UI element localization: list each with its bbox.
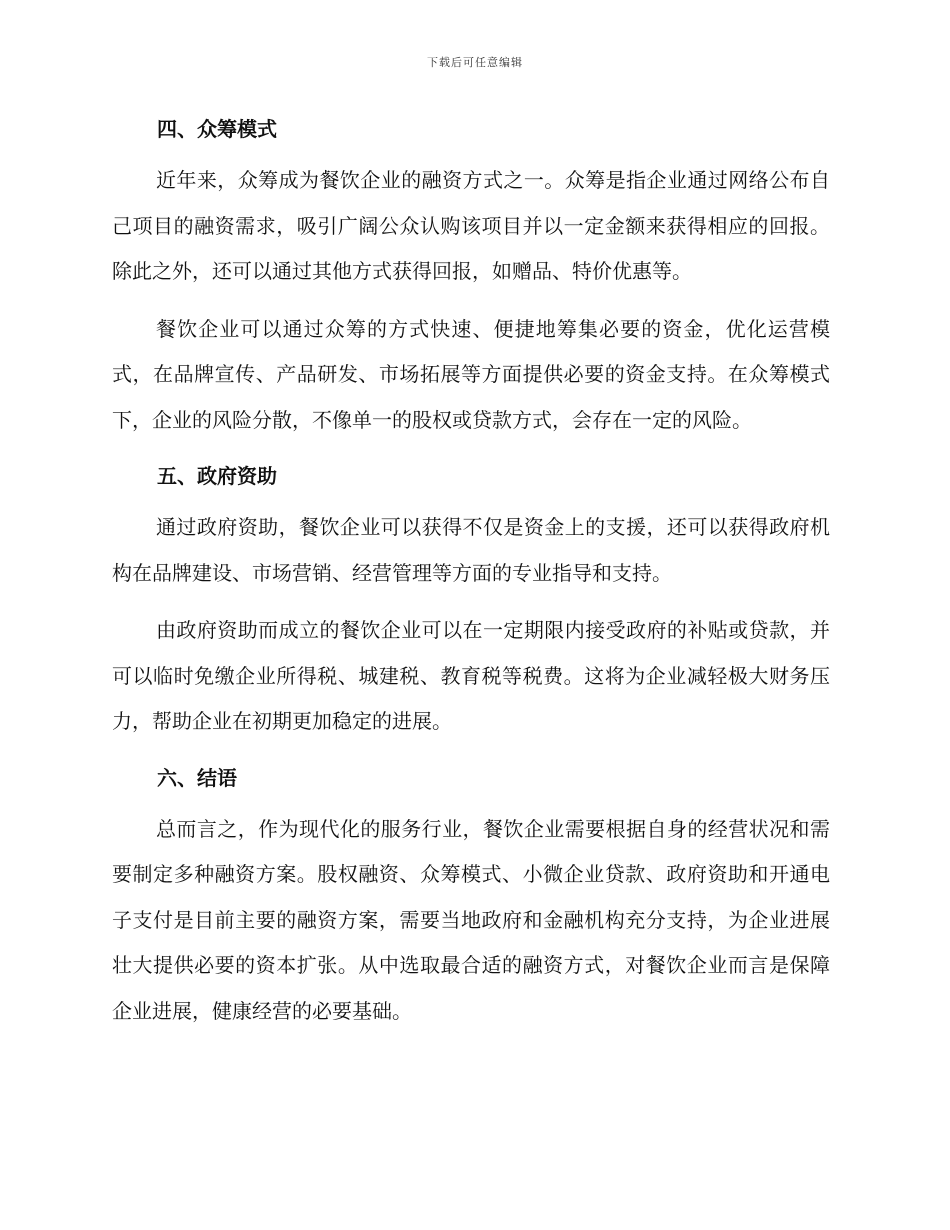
paragraph: 餐饮企业可以通过众筹的方式快速、便捷地筹集必要的资金，优化运营模式，在品牌宣传、产品研发、市场拓展等方面提供必要的资金支持。在众筹模式下，企业的风险分散，不像单一的股权或贷款方式，会存在一定的风险。 bbox=[112, 316, 830, 432]
paragraph: 总而言之，作为现代化的服务行业，餐饮企业需要根据自身的经营状况和需要制定多种融资方案。股权融资、众筹模式、小微企业贷款、政府资助和开通电子支付是目前主要的融资方案，需要当地政府和金融机构充分支持，为企业进展壮大提供必要的资本扩张。从中选取最合适的融资方式，对餐饮企业而言是保障企业进展，健康经营的必要基础。 bbox=[112, 816, 830, 1023]
page-header: 下载后可任意编辑 bbox=[427, 56, 523, 69]
paragraph: 通过政府资助，餐饮企业可以获得不仅是资金上的支援，还可以获得政府机构在品牌建设、市场营销、经营管理等方面的专业指导和支持。 bbox=[112, 515, 830, 585]
section-heading: 五、政府资助 bbox=[157, 464, 277, 488]
paragraph: 近年来，众筹成为餐饮企业的融资方式之一。众筹是指企业通过网络公布自己项目的融资需求，吸引广阔公众认购该项目并以一定金额来获得相应的回报。除此之外，还可以通过其他方式获得回报，如赠品、特价优惠等。 bbox=[112, 168, 830, 283]
paragraph: 由政府资助而成立的餐饮企业可以在一定期限内接受政府的补贴或贷款，并可以临时免缴企业所得税、城建税、教育税等税费。这将为企业减轻极大财务压力，帮助企业在初期更加稳定的进展。 bbox=[112, 618, 830, 733]
section-crowdfunding bbox=[112, 112, 830, 443]
section-conclusion bbox=[112, 761, 830, 1035]
section-government-funding bbox=[112, 459, 830, 745]
section-heading: 四、众筹模式 bbox=[157, 117, 277, 141]
section-heading: 六、结语 bbox=[157, 765, 237, 790]
document-body bbox=[112, 112, 830, 1050]
